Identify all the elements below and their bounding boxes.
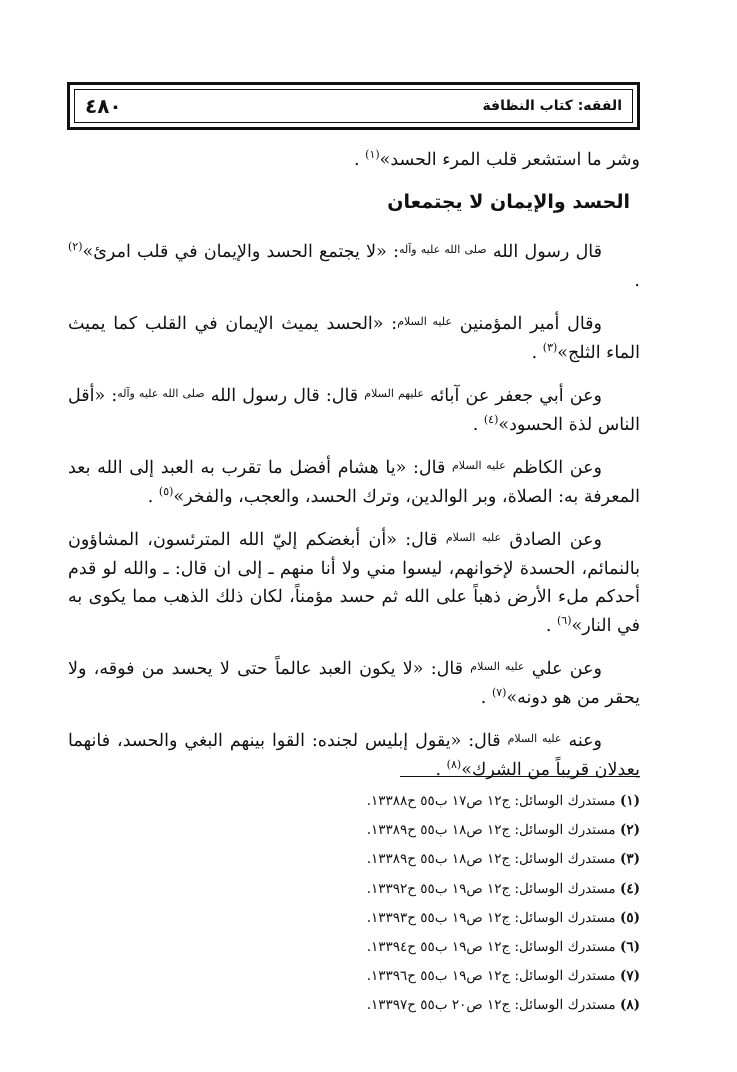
paragraph-text: وعن الكاظم	[505, 458, 602, 478]
footnote-reference: (٧)	[491, 685, 507, 699]
footnote-text: مستدرك الوسائل: ج١٢ ص١٩ ب٥٥ ح١٣٣٩٤.	[366, 939, 620, 956]
paragraph-text: قال: «أن أبغضكم إليّ الله المترئسون، المشاؤون بالنمائم، الحسدة لإخوانهم، ليسوا مني ولا أنا منهم ـ إلى ان قال: ـ والله لو قدم أحدكم ملء الأرض ذهباً على الله ثم حسد مؤمناً، لكان ذلك الذهب مما يكوى به في النار»	[68, 530, 640, 636]
paragraph-text: وقال أمير المؤمنين	[451, 314, 603, 334]
paragraph-end: .	[531, 342, 543, 363]
paragraph-hadith-5	[68, 524, 640, 640]
paragraph-continuation	[68, 146, 640, 175]
paragraph-text: : «الحسد يميث الإيمان في القلب كما يميث الماء الثلج»	[68, 314, 640, 363]
footnote-item	[320, 875, 640, 904]
footnote-text: مستدرك الوسائل: ج١٢ ص١٨ ب٥٥ ح١٣٣٨٩.	[366, 851, 620, 868]
paragraph-end: .	[147, 486, 159, 507]
paragraph-hadith-3	[68, 380, 640, 439]
honorific-symbol: عليه السلام	[507, 732, 562, 745]
footnote-separator	[400, 776, 640, 777]
footnote-reference: (٤)	[483, 412, 499, 426]
paragraph-text: وعن الصادق	[501, 530, 602, 550]
footnote-text: مستدرك الوسائل: ج١٢ ص٢٠ ب٥٥ ح١٣٣٩٧.	[366, 997, 620, 1014]
honorific-symbol: عليهم السلام	[364, 387, 424, 400]
page-number: ٤٨٠	[85, 94, 122, 118]
footnote-reference: (٨)	[446, 757, 462, 771]
paragraph-end: .	[435, 759, 447, 780]
footnote-reference: (٢)	[68, 240, 83, 254]
footnote-reference: (٣)	[542, 340, 558, 354]
paragraph-text: وعن علي	[524, 659, 602, 679]
footnote-number: (٣)	[619, 851, 640, 868]
footnote-item	[320, 904, 640, 933]
footnote-item	[320, 933, 640, 962]
section-heading: الحسد والإيمان لا يجتمعان	[387, 190, 630, 213]
footnote-reference: (٦)	[557, 613, 572, 627]
paragraph-end: .	[480, 687, 492, 708]
footnote-number: (٧)	[619, 968, 640, 985]
footnote-text: مستدرك الوسائل: ج١٢ ص١٩ ب٥٥ ح١٣٣٩٦.	[366, 968, 620, 985]
paragraph-text: وعن أبي جعفر عن آبائه	[423, 386, 602, 406]
footnote-number: (٤)	[619, 880, 640, 897]
footnote-reference: (١)	[365, 148, 380, 162]
paragraph-text: وشر ما استشعر قلب المرء الحسد»	[379, 150, 640, 170]
footnote-number: (٨)	[619, 997, 640, 1014]
paragraph-end: .	[354, 150, 366, 170]
paragraph-hadith-1	[68, 236, 640, 295]
footnote-number: (١)	[619, 793, 640, 809]
footnote-text: مستدرك الوسائل: ج١٢ ص١٩ ب٥٥ ح١٣٣٩٢.	[366, 880, 620, 897]
footnote-item	[320, 962, 640, 991]
paragraph-text: قال: «يا هشام أفضل ما تقرب به العبد إلى الله بعد المعرفة به: الصلاة، وبر الوالدين، وترك الحسد، والعجب، والفخر»	[68, 458, 640, 507]
paragraph-end: .	[472, 414, 484, 435]
main-text	[68, 146, 640, 797]
paragraph-text: : «أقل الناس لذة الحسود»	[68, 386, 640, 435]
footnote-text: مستدرك الوسائل: ج١٢ ص١٩ ب٥٥ ح١٣٣٩٣.	[366, 909, 620, 926]
footnote-number: (٥)	[619, 909, 640, 926]
footnote-item	[320, 787, 640, 816]
footnote-number: (٢)	[619, 822, 640, 839]
paragraph-hadith-6	[68, 653, 640, 712]
footnote-item	[320, 816, 640, 845]
honorific-symbol: عليه السلام	[445, 531, 502, 544]
footnote-item	[320, 991, 640, 1020]
page-header-inner	[74, 89, 633, 123]
paragraph-hadith-4	[68, 452, 640, 511]
footnote-text: مستدرك الوسائل: ج١٢ ص١٧ ب٥٥ ح١٣٣٨٨.	[366, 793, 620, 809]
paragraph-text: قال: «لا يكون العبد عالماً حتى لا يحسد من فوقه، ولا يحقر من هو دونه»	[68, 659, 640, 708]
footnote-number: (٦)	[619, 939, 640, 956]
paragraph-end: .	[634, 270, 640, 291]
running-title: الفقه: كتاب النظافة	[482, 98, 622, 114]
paragraph-text: : «لا يجتمع الحسد والإيمان في قلب امرئ»	[82, 242, 399, 262]
honorific-symbol: صلى الله عليه وآله	[117, 387, 205, 400]
footnote-text: مستدرك الوسائل: ج١٢ ص١٨ ب٥٥ ح١٣٣٨٩.	[366, 822, 620, 839]
paragraph-text: قال رسول الله	[486, 242, 602, 262]
page-header	[67, 82, 640, 130]
paragraph-text: وعنه	[561, 731, 603, 751]
paragraph-text: قال: قال رسول الله	[204, 386, 365, 406]
honorific-symbol: عليه السلام	[397, 315, 452, 328]
honorific-symbol: عليه السلام	[452, 459, 506, 472]
paragraph-text: قال: «يقول إبليس لجنده: القوا بينهم البغي والحسد، فانهما يعدلان قريباً من الشرك»	[68, 731, 640, 780]
paragraph-end: .	[545, 615, 557, 636]
honorific-symbol: عليه السلام	[470, 660, 525, 673]
footnotes-list	[320, 787, 640, 1021]
footnote-reference: (٥)	[158, 484, 174, 498]
paragraph-hadith-2	[68, 308, 640, 367]
honorific-symbol: صلى الله عليه وآله	[398, 243, 487, 256]
footnote-item	[320, 845, 640, 874]
